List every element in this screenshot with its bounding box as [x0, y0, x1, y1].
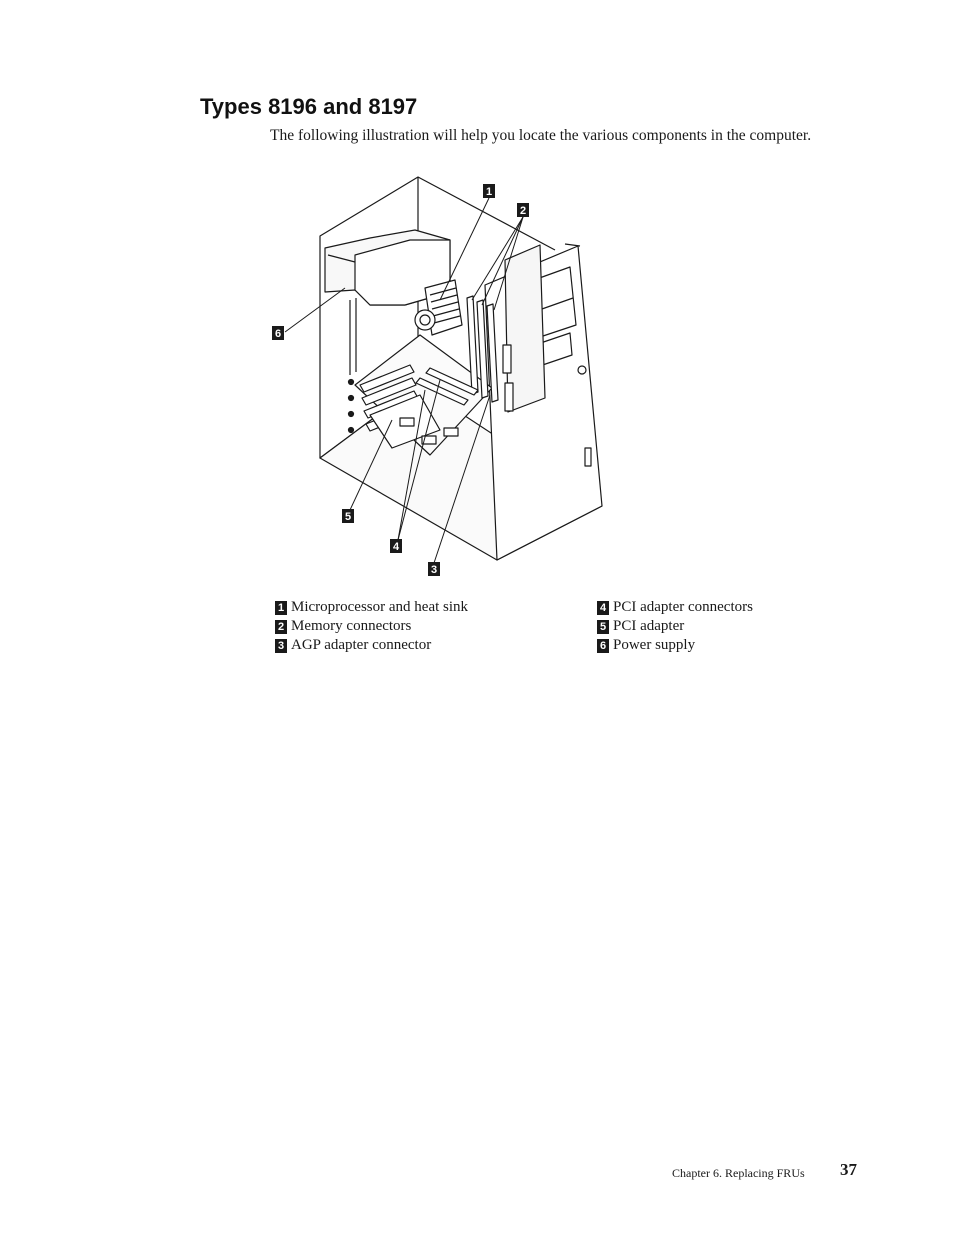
callout-label: 2 [519, 205, 527, 217]
callout-label: 5 [344, 511, 352, 523]
legend-callout: 4 [597, 601, 609, 615]
legend-item [275, 617, 468, 636]
callout-label: 3 [430, 564, 438, 576]
legend-item [275, 598, 468, 617]
memory-connectors [467, 296, 498, 402]
legend-callout: 3 [275, 639, 287, 653]
page-number: 37 [840, 1160, 857, 1179]
legend-item [275, 636, 468, 655]
legend-label: PCI adapter connectors [613, 599, 753, 615]
legend-label: PCI adapter [613, 618, 685, 634]
legend-item [597, 617, 753, 636]
callout-label: 6 [274, 328, 282, 340]
callout-label: 1 [485, 186, 493, 198]
section-heading: Types 8196 and 8197 [200, 94, 418, 119]
footer-chapter-title: Chapter 6. Replacing FRUs [672, 1166, 805, 1180]
intro-paragraph: The following illustration will help you locate the various components in the computer. [270, 127, 812, 144]
legend-label: Power supply [613, 637, 696, 653]
legend-callout: 6 [597, 639, 609, 653]
legend-callout: 1 [275, 601, 287, 615]
computer-components-illustration [265, 172, 615, 582]
legend-callout: 2 [275, 620, 287, 634]
legend-right-column [597, 598, 753, 655]
legend-label: AGP adapter connector [291, 637, 432, 653]
legend-item [597, 636, 753, 655]
legend-label: Microprocessor and heat sink [291, 599, 469, 615]
legend-item [597, 598, 753, 617]
legend-left-column [275, 598, 468, 655]
callout-label: 4 [392, 541, 400, 553]
legend-label: Memory connectors [291, 618, 412, 634]
legend-callout: 5 [597, 620, 609, 634]
